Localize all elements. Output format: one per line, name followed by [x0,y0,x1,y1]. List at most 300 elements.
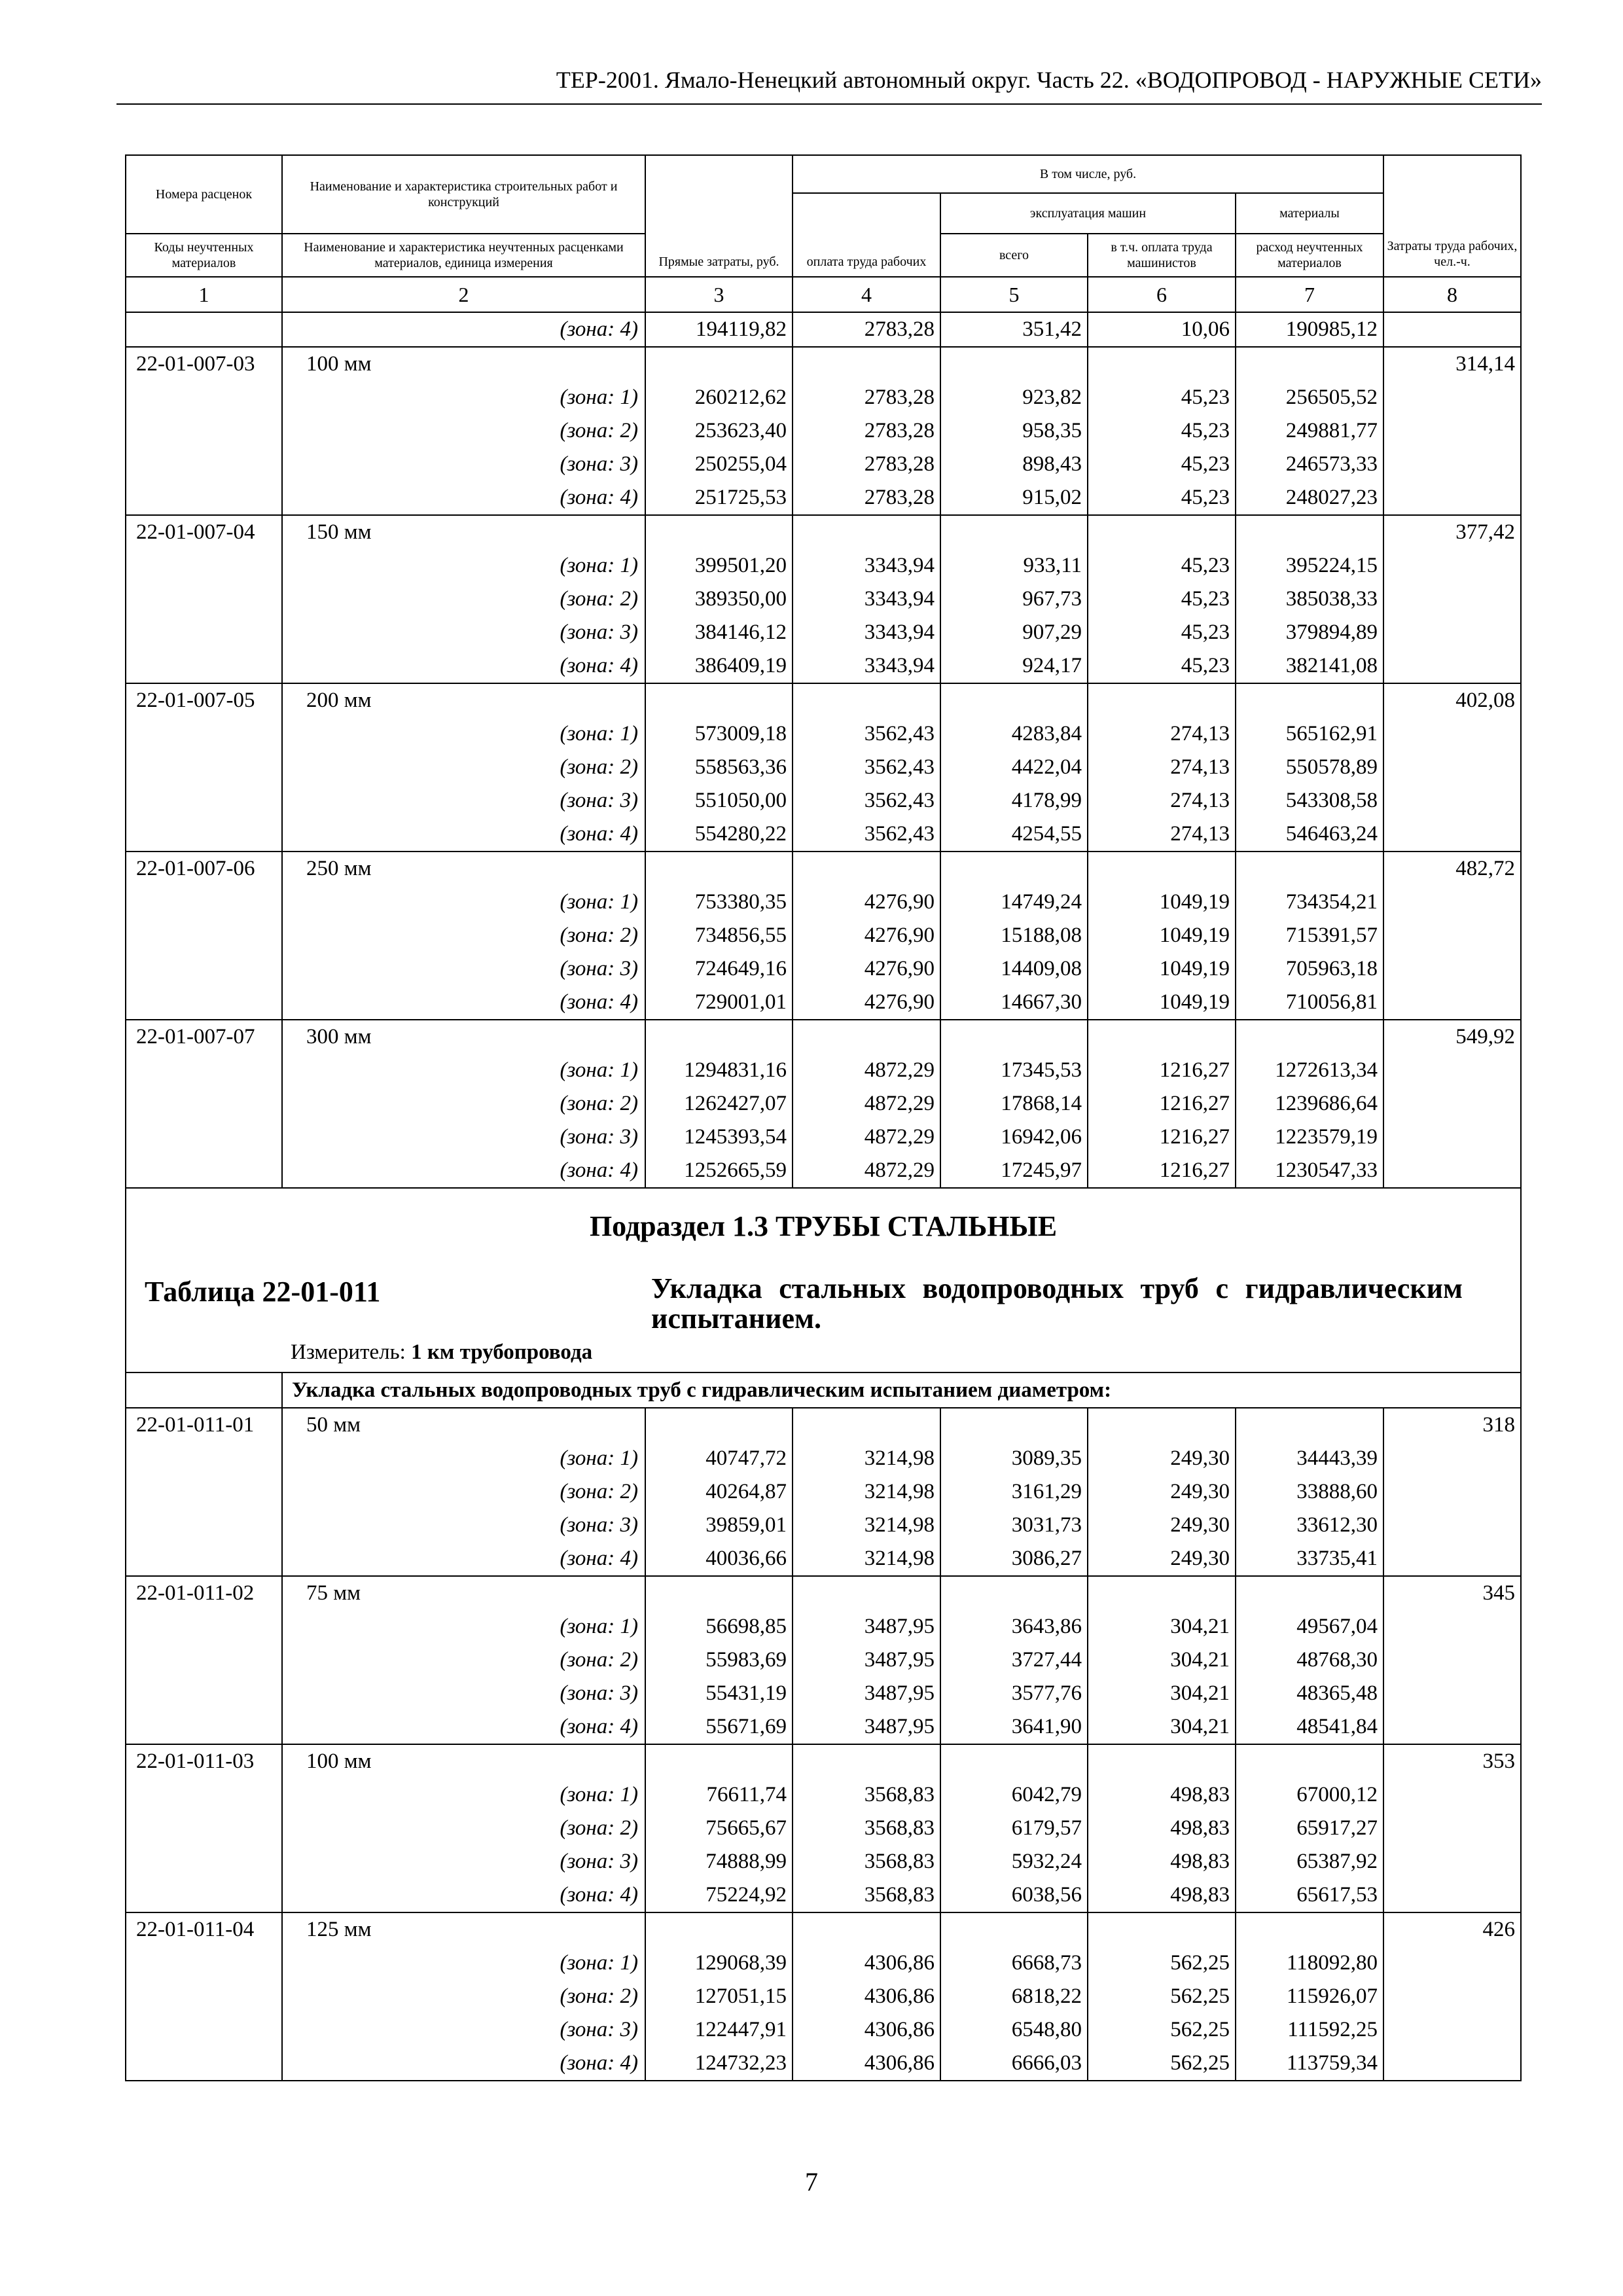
direct-costs-value: 1262427,07 [645,1087,793,1121]
materials-value: 113759,34 [1236,2047,1383,2081]
rate-header-row [126,683,1521,717]
empty-cell [940,683,1088,717]
materials-value: 710056,81 [1236,986,1383,1020]
rate-header-row [126,1020,1521,1054]
empty-cell [793,1744,940,1778]
wages-value: 2783,28 [793,414,940,448]
rate-header-row [126,1408,1521,1442]
materials-value: 1239686,64 [1236,1087,1383,1121]
materials-value: 256505,52 [1236,381,1383,414]
direct-costs-value: 75224,92 [645,1878,793,1912]
empty-cell [1383,886,1521,919]
materials-value: 715391,57 [1236,919,1383,952]
empty-cell [126,1542,282,1576]
materials-value: 1230547,33 [1236,1154,1383,1188]
direct-costs-header: Прямые затраты, руб. [645,155,793,277]
empty-cell [645,1912,793,1946]
wages-value: 2783,28 [793,481,940,515]
machines-value: 6666,03 [940,2047,1088,2081]
empty-cell [1383,1710,1521,1744]
machines-total-header: всего [940,234,1088,277]
table-head [126,155,1521,312]
rate-code: 22-01-007-04 [126,515,282,549]
direct-costs-value: 253623,40 [645,414,793,448]
empty-cell [1088,852,1236,886]
zone-label: (зона: 3) [282,784,645,817]
empty-cell [1383,616,1521,649]
direct-costs-value: 124732,23 [645,2047,793,2081]
column-number: 6 [1088,277,1236,312]
machinist-wages-value: 1049,19 [1088,952,1236,986]
rate-block [126,852,1521,1020]
empty-cell [126,1878,282,1912]
continued-block [126,312,1521,347]
direct-costs-value: 122447,91 [645,2013,793,2047]
empty-cell [1088,1744,1236,1778]
materials-value: 190985,12 [1236,312,1383,347]
machinist-wages-value: 1216,27 [1088,1087,1236,1121]
rate-code: 22-01-011-04 [126,1912,282,1946]
running-header: ТЕР-2001. Ямало-Ненецкий автономный округ. Часть 22. «ВОДОПРОВОД - НАРУЖНЫЕ СЕТИ» [556,67,1542,93]
machinist-wages-value: 304,21 [1088,1610,1236,1643]
empty-cell [126,1643,282,1677]
machinist-wages-value: 498,83 [1088,1778,1236,1812]
empty-cell [126,1710,282,1744]
machines-value: 924,17 [940,649,1088,683]
machinist-wages-value: 1049,19 [1088,919,1236,952]
direct-costs-value: 56698,85 [645,1610,793,1643]
empty-cell [1383,2047,1521,2081]
empty-cell [1383,986,1521,1020]
rate-code: 22-01-007-06 [126,852,282,886]
materials-header: материалы [1236,193,1383,234]
materials-value: 115926,07 [1236,1980,1383,2013]
wages-value: 4872,29 [793,1054,940,1087]
wages-value: 4306,86 [793,2047,940,2081]
wages-value: 3562,43 [793,817,940,852]
empty-cell [126,649,282,683]
empty-cell [645,1408,793,1442]
table-row [126,1677,1521,1710]
empty-cell [126,1677,282,1710]
table-row [126,1643,1521,1677]
materials-value: 385038,33 [1236,583,1383,616]
empty-cell [126,1475,282,1509]
zone-label: (зона: 4) [282,1878,645,1912]
table-row [126,784,1521,817]
direct-costs-value: 573009,18 [645,717,793,751]
machines-value: 17345,53 [940,1054,1088,1087]
empty-cell [1236,1744,1383,1778]
zone-label: (зона: 4) [282,1710,645,1744]
rate-header-row [126,852,1521,886]
work-name: 50 мм [282,1408,645,1442]
empty-cell [1088,347,1236,381]
empty-cell [1383,1087,1521,1121]
work-name: 200 мм [282,683,645,717]
direct-costs-value: 74888,99 [645,1845,793,1878]
empty-cell [645,852,793,886]
materials-value: 118092,80 [1236,1946,1383,1980]
rate-header-row [126,1576,1521,1610]
materials-value: 48365,48 [1236,1677,1383,1710]
rate-code: 22-01-007-07 [126,1020,282,1054]
empty-cell [645,1020,793,1054]
machinist-wages-value: 274,13 [1088,751,1236,784]
empty-cell [645,683,793,717]
machines-value: 3727,44 [940,1643,1088,1677]
zone-label: (зона: 4) [282,2047,645,2081]
machinist-wages-value: 1216,27 [1088,1121,1236,1154]
table-row [126,1054,1521,1087]
rate-block [126,683,1521,852]
direct-costs-value: 1294831,16 [645,1054,793,1087]
work-name: 100 мм [282,1744,645,1778]
machinist-wages-value: 249,30 [1088,1442,1236,1475]
section-block [126,1188,1521,1408]
materials-value: 67000,12 [1236,1778,1383,1812]
column-number: 8 [1383,277,1521,312]
zone-label: (зона: 1) [282,717,645,751]
machines-value: 14409,08 [940,952,1088,986]
wages-value: 4306,86 [793,2013,940,2047]
empty-cell [1383,1154,1521,1188]
empty-cell [1088,1408,1236,1442]
machinist-wages-value: 304,21 [1088,1677,1236,1710]
machines-value: 3089,35 [940,1442,1088,1475]
direct-costs-value: 127051,15 [645,1980,793,2013]
machinist-wages-value: 45,23 [1088,414,1236,448]
materials-value: 1272613,34 [1236,1054,1383,1087]
wages-header: оплата труда рабочих [793,193,940,277]
empty-cell [645,1576,793,1610]
zone-label: (зона: 2) [282,1475,645,1509]
empty-cell [793,852,940,886]
table-row [126,1845,1521,1878]
table-row [126,481,1521,515]
subsection-title: Подраздел 1.3 ТРУБЫ СТАЛЬНЫЕ [589,1210,1058,1242]
materials-value: 1223579,19 [1236,1121,1383,1154]
zone-label: (зона: 3) [282,2013,645,2047]
empty-cell [940,347,1088,381]
direct-costs-value: 558563,36 [645,751,793,784]
empty-cell [126,1509,282,1542]
wages-value: 4872,29 [793,1154,940,1188]
empty-cell [126,448,282,481]
zone-label: (зона: 2) [282,1087,645,1121]
zone-label: (зона: 4) [282,986,645,1020]
empty-cell [126,1812,282,1845]
machinist-wages-value: 274,13 [1088,717,1236,751]
rate-code: 22-01-011-01 [126,1408,282,1442]
empty-cell [126,1845,282,1878]
work-name: 300 мм [282,1020,645,1054]
materials-value: 248027,23 [1236,481,1383,515]
column-number: 5 [940,277,1088,312]
wages-value: 3487,95 [793,1677,940,1710]
empty-cell [793,1576,940,1610]
empty-cell [793,1020,940,1054]
empty-cell [126,1778,282,1812]
zone-label: (зона: 1) [282,1054,645,1087]
table-row [126,549,1521,583]
zone-label: (зона: 1) [282,549,645,583]
empty-cell [940,515,1088,549]
labor-costs-header: Затраты труда рабочих, чел.-ч. [1383,155,1521,277]
table-row [126,1778,1521,1812]
wages-value: 4872,29 [793,1121,940,1154]
direct-costs-value: 399501,20 [645,549,793,583]
materials-value: 34443,39 [1236,1442,1383,1475]
rate-block [126,1744,1521,1912]
empty-cell [1383,1542,1521,1576]
zone-label: (зона: 4) [282,481,645,515]
col1-top-header: Номера расценок [126,155,282,234]
labor-value: 426 [1383,1912,1521,1946]
direct-costs-value: 1245393,54 [645,1121,793,1154]
machines-value: 6818,22 [940,1980,1088,2013]
machinist-wages-value: 498,83 [1088,1812,1236,1845]
rate-block [126,1020,1521,1188]
empty-cell [126,817,282,852]
machines-value: 958,35 [940,414,1088,448]
direct-costs-value: 734856,55 [645,919,793,952]
table-caption-cell [282,1372,1521,1408]
zone-label: (зона: 3) [282,1677,645,1710]
rate-header-row [126,1744,1521,1778]
zone-label: (зона: 3) [282,448,645,481]
machinist-wages-value: 498,83 [1088,1878,1236,1912]
machines-value: 933,11 [940,549,1088,583]
empty-cell [1383,649,1521,683]
column-numbers-row [126,277,1521,312]
empty-cell [1236,1020,1383,1054]
empty-cell [645,1744,793,1778]
zone-label: (зона: 1) [282,1946,645,1980]
work-name: 250 мм [282,852,645,886]
col2-top-header: Наименование и характеристика строительных работ и конструкций [282,155,645,234]
machinist-wages-value: 249,30 [1088,1475,1236,1509]
empty-cell [126,1610,282,1643]
direct-costs-value: 389350,00 [645,583,793,616]
empty-cell [1383,1054,1521,1087]
direct-costs-value: 386409,19 [645,649,793,683]
empty-cell [1383,1878,1521,1912]
machinist-wages-value: 274,13 [1088,784,1236,817]
machines-value: 16942,06 [940,1121,1088,1154]
wages-value: 2783,28 [793,312,940,347]
empty-cell [1088,1020,1236,1054]
price-table [125,154,1522,2081]
empty-cell [1236,347,1383,381]
machines-value: 6179,57 [940,1812,1088,1845]
zone-label: (зона: 2) [282,414,645,448]
direct-costs-value: 724649,16 [645,952,793,986]
materials-value: 379894,89 [1236,616,1383,649]
machines-value: 6548,80 [940,2013,1088,2047]
machines-value: 17245,97 [940,1154,1088,1188]
rate-block [126,1576,1521,1744]
materials-value: 48768,30 [1236,1643,1383,1677]
direct-costs-value: 40747,72 [645,1442,793,1475]
wages-value: 3568,83 [793,1878,940,1912]
empty-cell [126,616,282,649]
empty-cell [793,1408,940,1442]
zone-label: (зона: 2) [282,1643,645,1677]
empty-cell [1383,414,1521,448]
machinist-wages-value: 45,23 [1088,448,1236,481]
table-row [126,1878,1521,1912]
materials-value: 546463,24 [1236,817,1383,852]
labor-value: 482,72 [1383,852,1521,886]
wages-value: 3214,98 [793,1475,940,1509]
empty-cell [1383,1509,1521,1542]
empty-cell [1383,817,1521,852]
price-table-container [125,154,1520,2081]
machines-value: 907,29 [940,616,1088,649]
labor-value: 314,14 [1383,347,1521,381]
table-row [126,717,1521,751]
wages-value: 3343,94 [793,616,940,649]
machines-value: 14667,30 [940,986,1088,1020]
empty-cell [1236,1912,1383,1946]
table-row [126,1542,1521,1576]
table-row [126,1087,1521,1121]
zone-label: (зона: 3) [282,1509,645,1542]
table-row [126,2047,1521,2081]
labor-value: 402,08 [1383,683,1521,717]
machines-value: 967,73 [940,583,1088,616]
empty-cell [126,1442,282,1475]
machinist-wages-value: 1216,27 [1088,1154,1236,1188]
empty-cell [126,381,282,414]
work-name: 150 мм [282,515,645,549]
materials-value: 65387,92 [1236,1845,1383,1878]
materials-value: 111592,25 [1236,2013,1383,2047]
materials-value: 543308,58 [1236,784,1383,817]
machines-value: 3086,27 [940,1542,1088,1576]
machinist-wages-value: 45,23 [1088,549,1236,583]
rate-code: 22-01-007-03 [126,347,282,381]
empty-cell [126,2047,282,2081]
machinist-wages-value: 498,83 [1088,1845,1236,1878]
table-row [126,312,1521,347]
empty-cell [1236,515,1383,549]
table-row [126,414,1521,448]
wages-value: 3568,83 [793,1778,940,1812]
meter-line [291,1338,592,1367]
materials-value: 705963,18 [1236,952,1383,986]
wages-value: 4276,90 [793,919,940,952]
empty-cell [940,1020,1088,1054]
unaccounted-materials-header: расход неучтенных материалов [1236,234,1383,277]
empty-cell [126,1946,282,1980]
empty-cell [126,583,282,616]
direct-costs-value: 251725,53 [645,481,793,515]
column-number: 7 [1236,277,1383,312]
machinist-wages-value: 304,21 [1088,1643,1236,1677]
machinist-wages-value: 1049,19 [1088,986,1236,1020]
table-row [126,751,1521,784]
materials-value: 49567,04 [1236,1610,1383,1643]
empty-cell [793,683,940,717]
labor-value: 549,92 [1383,1020,1521,1054]
materials-value: 246573,33 [1236,448,1383,481]
labor-value: 353 [1383,1744,1521,1778]
machines-value: 4178,99 [940,784,1088,817]
work-name: 75 мм [282,1576,645,1610]
table-row [126,583,1521,616]
wages-value: 3568,83 [793,1845,940,1878]
empty-cell [1383,1121,1521,1154]
wages-value: 3487,95 [793,1710,940,1744]
table-row [126,616,1521,649]
machines-value: 6038,56 [940,1878,1088,1912]
machinist-wages-value: 562,25 [1088,2047,1236,2081]
machines-value: 14749,24 [940,886,1088,919]
empty-cell [793,347,940,381]
wages-value: 3343,94 [793,549,940,583]
empty-cell [1236,1576,1383,1610]
empty-cell [940,1576,1088,1610]
empty-cell [940,1744,1088,1778]
empty-cell [1383,1778,1521,1812]
table-row [126,381,1521,414]
wages-value: 4872,29 [793,1087,940,1121]
empty-cell [126,481,282,515]
zone-label: (зона: 2) [282,1980,645,2013]
empty-cell [126,1087,282,1121]
zone-label: (зона: 2) [282,919,645,952]
empty-cell [940,1912,1088,1946]
rate-block [126,515,1521,683]
materials-value: 382141,08 [1236,649,1383,683]
direct-costs-value: 55671,69 [645,1710,793,1744]
empty-cell [1383,1610,1521,1643]
empty-cell [126,414,282,448]
rate-block [126,1408,1521,1576]
machinist-wages-value: 562,25 [1088,1946,1236,1980]
table-row [126,1946,1521,1980]
empty-cell [1383,1980,1521,2013]
machines-value: 4422,04 [940,751,1088,784]
machines-value: 6042,79 [940,1778,1088,1812]
table-row [126,1812,1521,1845]
empty-cell [126,952,282,986]
zone-label: (зона: 3) [282,616,645,649]
direct-costs-value: 260212,62 [645,381,793,414]
empty-cell [1383,952,1521,986]
empty-cell [1383,717,1521,751]
wages-value: 3343,94 [793,649,940,683]
zone-label: (зона: 1) [282,1778,645,1812]
direct-costs-value: 129068,39 [645,1946,793,1980]
empty-cell [126,1980,282,2013]
zone-label: (зона: 4) [282,649,645,683]
table-row [126,1980,1521,2013]
zone-label: (зона: 1) [282,381,645,414]
table-label: Таблица 22-01-011 [145,1276,381,1308]
empty-cell [1383,2013,1521,2047]
empty-cell [940,1408,1088,1442]
wages-value: 4306,86 [793,1946,940,1980]
column-number: 1 [126,277,282,312]
empty-cell [126,549,282,583]
wages-value: 3562,43 [793,751,940,784]
table-row [126,817,1521,852]
machines-value: 351,42 [940,312,1088,347]
machinist-wages-value: 274,13 [1088,817,1236,852]
